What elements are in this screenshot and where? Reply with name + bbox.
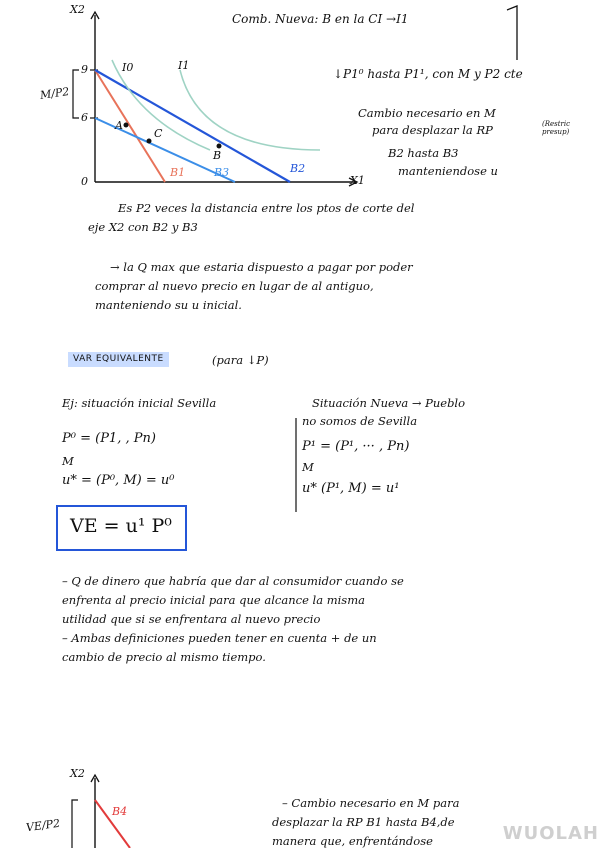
- text1-line-3: → la Q max que estaria dispuesto a pagar por poder: [110, 260, 413, 274]
- budget-line-b2-label: B2: [290, 162, 306, 175]
- example-right-sub: no somos de Sevilla: [302, 414, 418, 428]
- graph-2-y-axis-label: X2: [70, 767, 85, 780]
- example-right-title: Situación Nueva → Pueblo: [312, 396, 466, 410]
- point-a-label: A: [115, 119, 123, 132]
- graph-1-m-over-p2: M/P2: [39, 85, 71, 102]
- text2-line-1: – Q de dinero que habría que dar al consumidor cuando se: [62, 574, 404, 588]
- text1-line-5: manteniendo su u inicial.: [95, 298, 242, 312]
- section-paren: (para ↓P): [212, 353, 269, 367]
- top-line-1: Comb. Nueva: B en la CI →I1: [232, 12, 409, 26]
- graph-1-origin: 0: [81, 175, 88, 188]
- text2-line-3: utilidad que si se enfrentara al nuevo precio: [62, 612, 321, 626]
- text1-line-1: Es P2 veces la distancia entre los ptos de corte del: [118, 201, 415, 215]
- watermark: WUOLAH: [502, 823, 599, 844]
- text2-line-4: – Ambas definiciones pueden tener en cuenta + de un: [62, 631, 377, 645]
- graph-1-tick-9-label: 9: [81, 63, 88, 76]
- note-change-1: Cambio necesario en M: [358, 106, 496, 120]
- curve-i1-label: I1: [178, 59, 190, 72]
- note-price-drop: ↓P1⁰ hasta P1¹, con M y P2 cte: [333, 67, 523, 81]
- curve-i1: [180, 70, 320, 150]
- point-b-label: B: [213, 149, 222, 162]
- note-change-2: para desplazar la RP: [372, 123, 493, 137]
- budget-line-b4-label: B4: [112, 805, 128, 818]
- text1-line-4: comprar al nuevo precio en lugar de al antiguo,: [95, 279, 374, 293]
- note-change-3: B2 hasta B3: [388, 146, 459, 160]
- point-c-label: C: [154, 127, 163, 140]
- point-a-dot: [124, 123, 129, 128]
- graph-2-ve-over-p2: VE/P2: [25, 816, 61, 835]
- budget-line-b1-label: B1: [170, 166, 186, 179]
- text2-line-2: enfrenta al precio inicial para que alcance la misma: [62, 593, 365, 607]
- graph2-note-2: desplazar la RP B1 hasta B4,de: [272, 815, 455, 829]
- formula-text: VE = u¹ P⁰: [70, 515, 172, 537]
- curve-i0-label: I0: [122, 61, 134, 74]
- graph-2-bracket: [72, 800, 78, 848]
- note-change-2-small: (Restric presup): [542, 120, 571, 136]
- example-right-m: M: [302, 460, 314, 474]
- example-left-p0: P⁰ = (P1, , Pn): [62, 431, 156, 446]
- graph-1-x-axis-label: X1: [350, 174, 365, 187]
- graph2-note-3: manera que, enfrentándose: [272, 834, 433, 848]
- example-left-m: M: [62, 454, 74, 468]
- example-right-u: u* (P¹, M) = u¹: [302, 481, 400, 496]
- point-b-dot: [217, 144, 222, 149]
- example-left-u: u* = (P⁰, M) = u⁰: [62, 473, 175, 488]
- budget-line-b1: [95, 70, 165, 182]
- point-c-dot: [147, 139, 152, 144]
- example-left-title: Ej: situación inicial Sevilla: [62, 396, 217, 410]
- graph-1-y-axis-label: X2: [70, 3, 85, 16]
- budget-line-b3-label: B3: [214, 166, 230, 179]
- graph-1-bracket: [73, 70, 79, 118]
- note-change-4: manteniendose u: [398, 164, 498, 178]
- example-right-p1: P¹ = (P¹, ··· , Pn): [302, 439, 410, 454]
- text2-line-5: cambio de precio al mismo tiempo.: [62, 650, 266, 664]
- graph2-note-1: – Cambio necesario en M para: [282, 796, 460, 810]
- section-tag: VAR EQUIVALENTE: [68, 352, 169, 367]
- top-bracket: [507, 6, 517, 60]
- graph-1-tick-6-label: 6: [81, 111, 88, 124]
- text1-line-2: eje X2 con B2 y B3: [88, 220, 198, 234]
